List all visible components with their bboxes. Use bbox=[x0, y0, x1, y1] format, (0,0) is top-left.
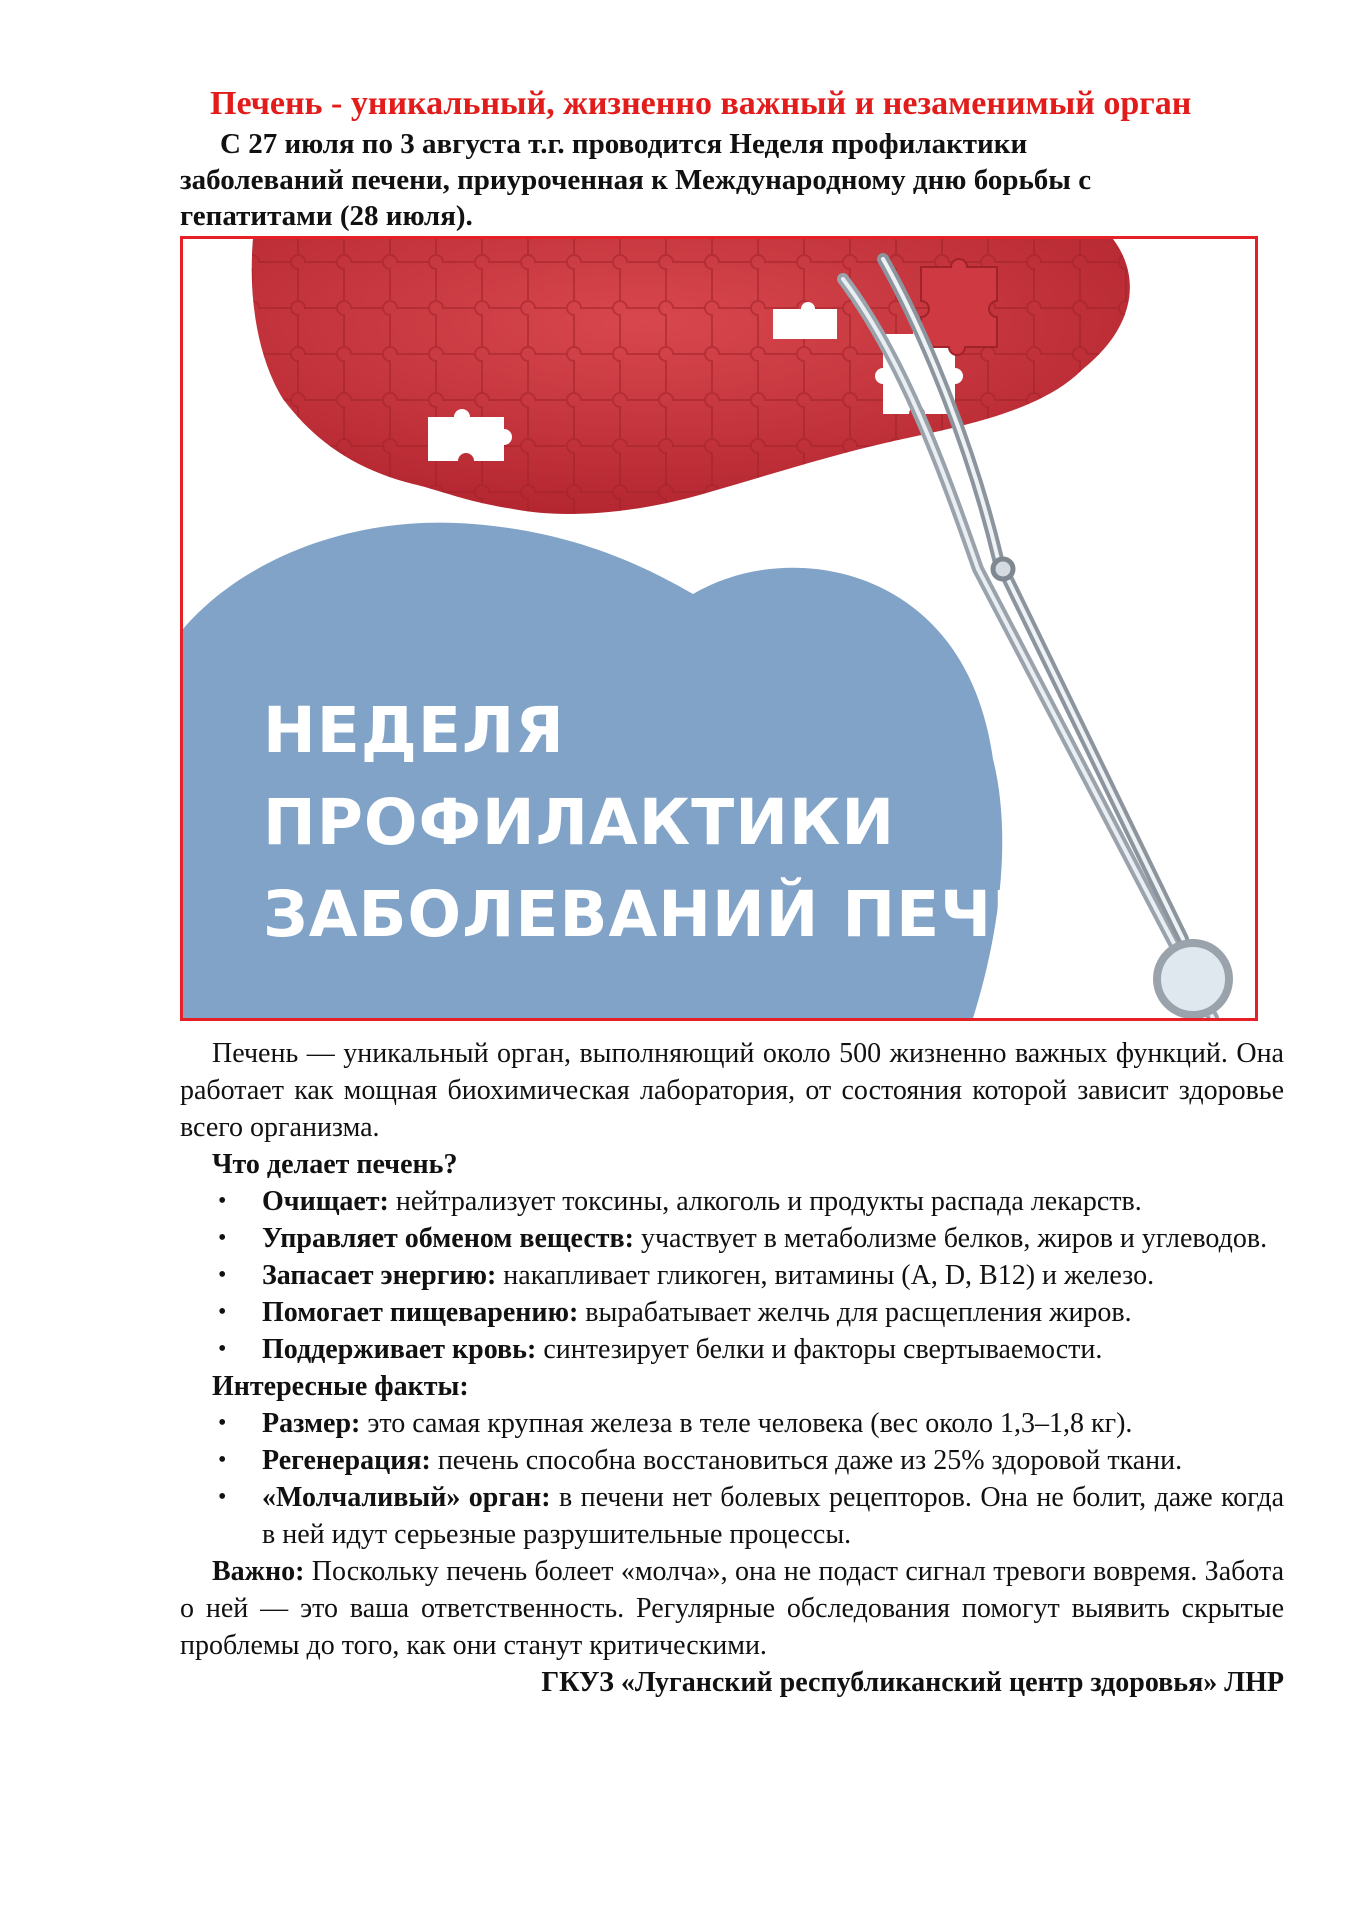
bullet-icon: • bbox=[218, 1225, 227, 1251]
item-term: Помогает пищеварению: bbox=[262, 1297, 579, 1328]
list-item bbox=[180, 1183, 1284, 1220]
poster-image bbox=[180, 236, 1258, 1021]
item-text: синтезирует белки и факторы свертываемости. bbox=[536, 1334, 1103, 1365]
item-text: участвует в метаболизме белков, жиров и углеводов. bbox=[633, 1223, 1268, 1254]
bullet-icon: • bbox=[218, 1447, 227, 1473]
poster-line-2: ПРОФИЛАКТИКИ bbox=[263, 786, 896, 859]
item-term: Запасает энергию: bbox=[262, 1260, 497, 1291]
list-item bbox=[180, 1294, 1284, 1331]
intro-body-paragraph: Печень — уникальный орган, выполняющий около 500 жизненно важных функций. Она работает как мощная биохимическая лаборатория, от состояния которой зависит здоровье всего организма. bbox=[180, 1038, 1284, 1143]
item-text: в печени нет болевых рецепторов. Она не болит, даже когда в ней идут серьезные разрушительные процессы. bbox=[262, 1482, 1285, 1550]
important-label: Важно: bbox=[212, 1556, 305, 1587]
list-item bbox=[180, 1405, 1284, 1442]
article-body bbox=[180, 1035, 1284, 1701]
important-text: Поскольку печень болеет «молча», она не подаст сигнал тревоги вовремя. Забота о ней — это ваша ответственность. Регулярные обследования помогут выявить скрытые проблемы до того, как они станут критическими. bbox=[180, 1556, 1284, 1661]
item-term: «Молчаливый» орган: bbox=[262, 1482, 551, 1513]
list-item bbox=[180, 1220, 1284, 1257]
bullet-icon: • bbox=[218, 1262, 227, 1288]
what-heading: Что делает печень? bbox=[212, 1149, 458, 1180]
facts-heading: Интересные факты: bbox=[212, 1371, 469, 1402]
item-term: Очищает: bbox=[262, 1186, 389, 1217]
poster-headline bbox=[263, 685, 1144, 961]
poster-line-3: ЗАБОЛЕВАНИЙ ПЕЧЕНИ bbox=[263, 878, 1144, 951]
item-term: Регенерация: bbox=[262, 1445, 431, 1476]
bullet-icon: • bbox=[218, 1188, 227, 1214]
item-text: нейтрализует токсины, алкоголь и продукты распада лекарств. bbox=[388, 1186, 1142, 1217]
bullet-icon: • bbox=[218, 1336, 227, 1362]
item-term: Управляет обменом веществ: bbox=[262, 1223, 634, 1254]
item-term: Поддерживает кровь: bbox=[262, 1334, 537, 1365]
intro-paragraph: С 27 июля по 3 августа т.г. проводится Неделя профилактики заболеваний печени, приуроченная к Международному дню борьбы с гепатитами (28 июля). bbox=[180, 128, 1092, 232]
list-item bbox=[180, 1331, 1284, 1368]
bullet-icon: • bbox=[218, 1484, 227, 1510]
list-item bbox=[180, 1257, 1284, 1294]
what-list bbox=[180, 1183, 1284, 1368]
item-text: накапливает гликоген, витамины (A, D, B12) и железо. bbox=[496, 1260, 1155, 1291]
list-item bbox=[180, 1442, 1284, 1479]
item-text: печень способна восстановиться даже из 25% здоровой ткани. bbox=[430, 1445, 1183, 1476]
important-paragraph bbox=[180, 1553, 1284, 1664]
item-text: вырабатывает желчь для расщепления жиров. bbox=[578, 1297, 1132, 1328]
list-item bbox=[180, 1479, 1284, 1553]
page-title: Печень - уникальный, жизненно важный и незаменимый орган bbox=[210, 85, 1192, 122]
bullet-icon: • bbox=[218, 1410, 227, 1436]
bullet-icon: • bbox=[218, 1299, 227, 1325]
poster-line-1: НЕДЕЛЯ bbox=[263, 694, 565, 767]
facts-list bbox=[180, 1405, 1284, 1553]
signature: ГКУЗ «Луганский республиканский центр здоровья» ЛНР bbox=[541, 1667, 1284, 1698]
item-term: Размер: bbox=[262, 1408, 361, 1439]
item-text: это самая крупная железа в теле человека (вес около 1,3–1,8 кг). bbox=[360, 1408, 1133, 1439]
